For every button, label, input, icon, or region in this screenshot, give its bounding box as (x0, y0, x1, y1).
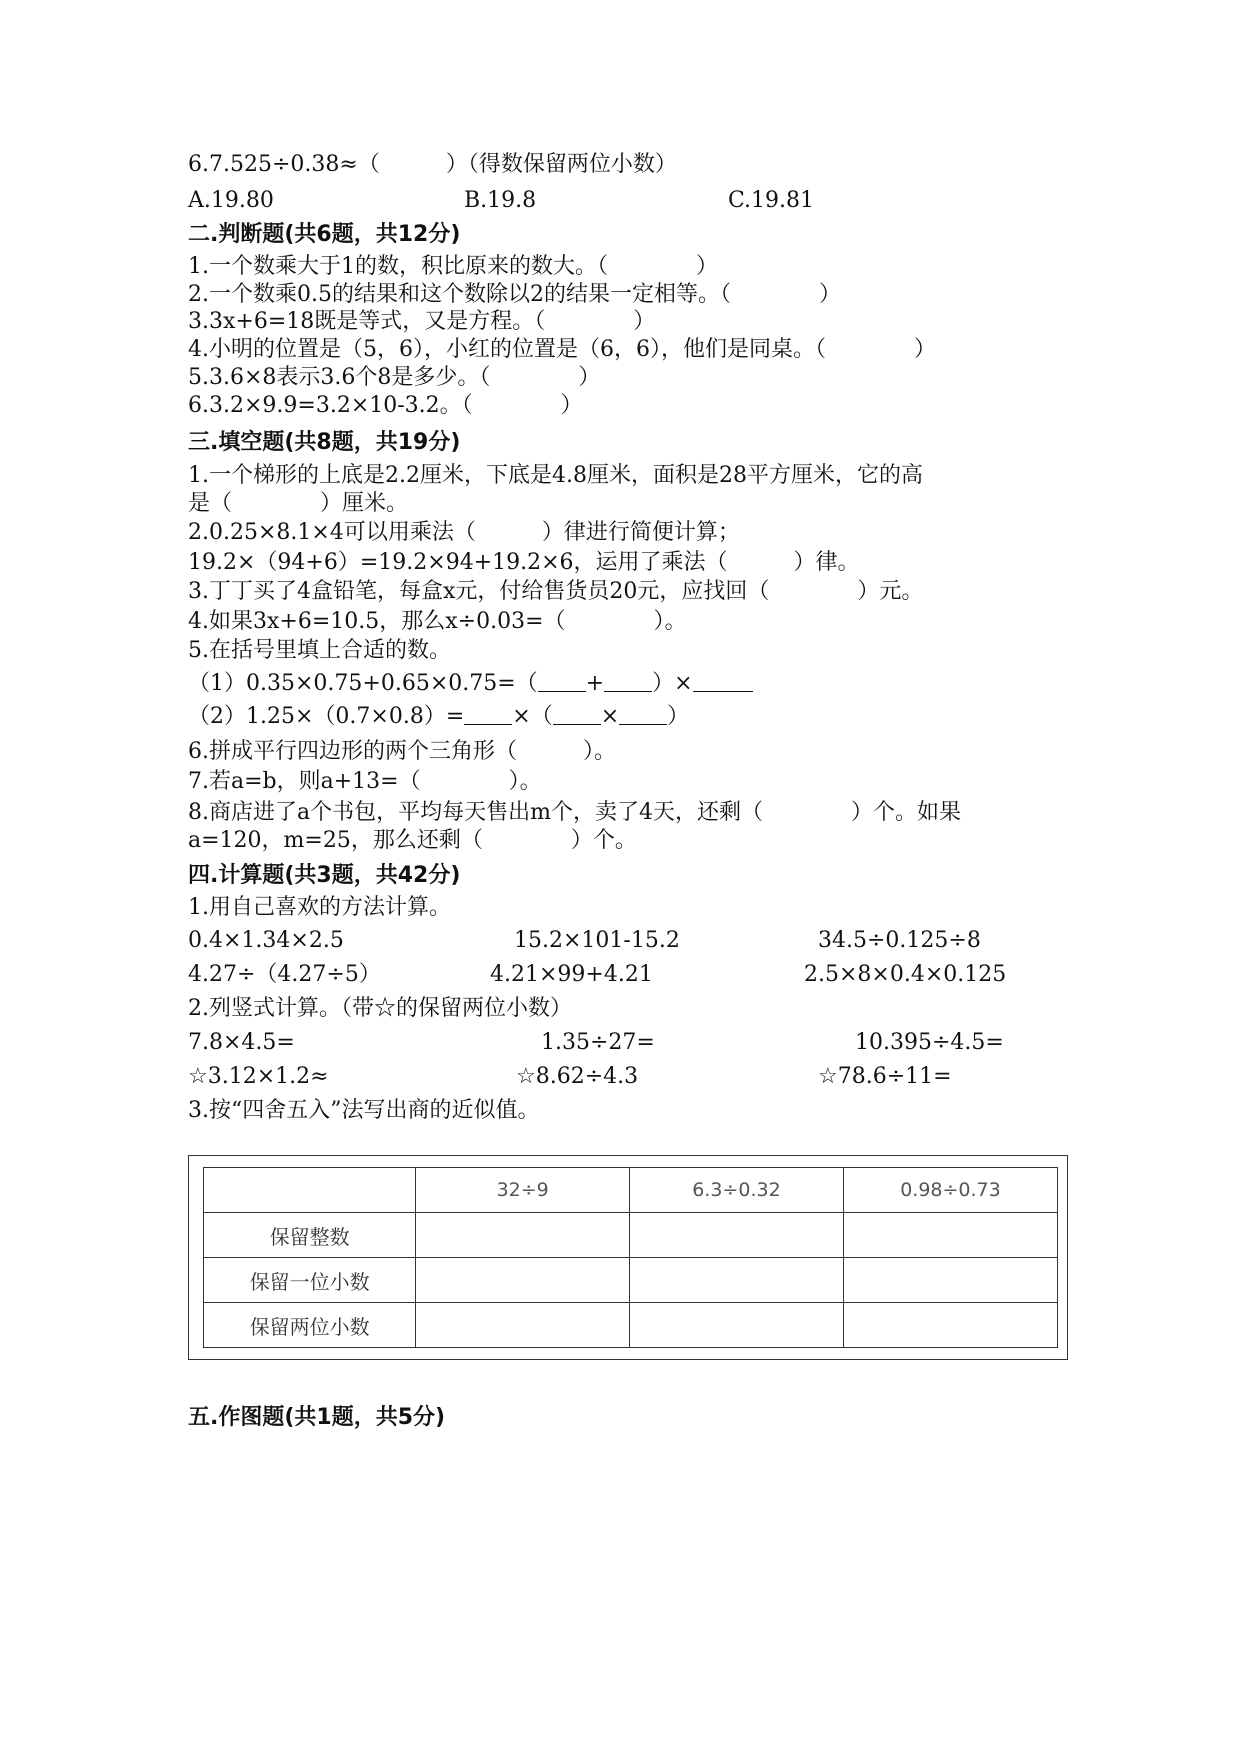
table-header-row (204, 1168, 1058, 1213)
calc-q2-expr: 1.35÷27= (541, 1030, 655, 1055)
calc-q1-expr: 34.5÷0.125÷8 (818, 928, 981, 953)
calc-q3-title: 3.按“四舍五入”法写出商的近似值。 (188, 1098, 540, 1123)
blank[interactable] (604, 669, 652, 692)
fill-item-5-2-text-b: ×（ (512, 704, 553, 729)
table-row-label: 保留两位小数 (204, 1303, 416, 1348)
answer-cell[interactable] (629, 1258, 843, 1303)
calc-q1-title: 1.用自己喜欢的方法计算。 (188, 895, 451, 920)
blank[interactable] (619, 702, 667, 725)
table-header-cell: 0.98÷0.73 (843, 1168, 1057, 1213)
answer-cell[interactable] (416, 1303, 630, 1348)
judge-item-2: 2.一个数乘0.5的结果和这个数除以2的结果一定相等。（ ） (188, 282, 841, 307)
blank[interactable] (464, 702, 512, 725)
fill-item-5: 5.在括号里填上合适的数。 (188, 638, 451, 663)
option-c: C.19.81 (728, 188, 815, 213)
fill-item-6: 6.拼成平行四边形的两个三角形（ ）。 (188, 739, 616, 764)
table-row (204, 1303, 1058, 1348)
fill-item-1-line1: 1.一个梯形的上底是2.2厘米，下底是4.8厘米，面积是28平方厘米，它的高 (188, 463, 923, 488)
fill-item-2-line2: 19.2×（94+6）=19.2×94+19.2×6，运用了乘法（ ）律。 (188, 550, 860, 575)
calc-q1-expr: 0.4×1.34×2.5 (188, 928, 344, 953)
fill-item-4: 4.如果3x+6=10.5，那么x÷0.03=（ ）。 (188, 609, 687, 634)
judge-item-5: 5.3.6×8表示3.6个8是多少。（ ） (188, 365, 601, 390)
fill-item-7: 7.若a=b，则a+13=（ ）。 (188, 769, 542, 794)
calc-q1-expr: 4.27÷（4.27÷5） (188, 962, 381, 987)
fill-item-5-2-text-c: × (600, 704, 620, 729)
calc-q2-title: 2.列竖式计算。（带☆的保留两位小数） (188, 996, 572, 1021)
answer-cell[interactable] (843, 1258, 1057, 1303)
fill-item-1-line2: 是（ ）厘米。 (188, 491, 409, 516)
fill-item-2-line1: 2.0.25×8.1×4可以用乘法（ ）律进行简便计算； (188, 520, 740, 545)
judge-item-3: 3.3x+6=18既是等式，又是方程。（ ） (188, 309, 656, 334)
blank[interactable] (693, 669, 753, 692)
judge-item-1: 1.一个数乘大于1的数，积比原来的数大。（ ） (188, 254, 718, 279)
answer-cell[interactable] (629, 1303, 843, 1348)
fill-item-5-1 (188, 669, 753, 699)
mc-question-6: 6.7.525÷0.38≈（ ）（得数保留两位小数） (188, 152, 677, 177)
answer-cell[interactable] (843, 1213, 1057, 1258)
fill-item-5-1-text-c: ）× (652, 671, 693, 696)
section-2-title: 二.判断题(共6题，共12分) (188, 222, 461, 247)
table-row-label: 保留整数 (204, 1213, 416, 1258)
judge-item-6: 6.3.2×9.9=3.2×10-3.2。（ ） (188, 393, 583, 418)
fill-item-5-1-text-b: + (585, 671, 605, 696)
table-corner-cell (204, 1168, 416, 1213)
calc-q1-expr: 4.21×99+4.21 (490, 962, 653, 987)
fill-item-5-1-text-a: （1）0.35×0.75+0.65×0.75=（ (188, 671, 538, 696)
option-b: B.19.8 (464, 188, 537, 213)
blank[interactable] (553, 702, 601, 725)
answer-cell[interactable] (416, 1258, 630, 1303)
calc-q2-expr: ☆8.62÷4.3 (516, 1064, 639, 1089)
section-5-title: 五.作图题(共1题，共5分) (188, 1405, 446, 1430)
fill-item-5-2-text-a: （2）1.25×（0.7×0.8）= (188, 704, 465, 729)
table-row (204, 1258, 1058, 1303)
rounding-table (203, 1167, 1058, 1348)
calc-q2-expr: 7.8×4.5= (188, 1030, 295, 1055)
calc-q1-expr: 2.5×8×0.4×0.125 (804, 962, 1007, 987)
fill-item-5-2-text-d: ） (667, 704, 690, 729)
table-header-cell: 32÷9 (416, 1168, 630, 1213)
fill-item-5-2 (188, 702, 689, 732)
table-row-label: 保留一位小数 (204, 1258, 416, 1303)
section-4-title: 四.计算题(共3题，共42分) (188, 863, 461, 888)
option-a: A.19.80 (188, 188, 274, 213)
table-header-cell: 6.3÷0.32 (629, 1168, 843, 1213)
answer-cell[interactable] (629, 1213, 843, 1258)
table-row (204, 1213, 1058, 1258)
judge-item-4: 4.小明的位置是（5，6），小红的位置是（6，6），他们是同桌。（ ） (188, 337, 936, 362)
section-3-title: 三.填空题(共8题，共19分) (188, 430, 461, 455)
answer-cell[interactable] (416, 1213, 630, 1258)
calc-q2-expr: ☆3.12×1.2≈ (188, 1064, 329, 1089)
fill-item-3: 3.丁丁买了4盒铅笔，每盒x元，付给售货员20元，应找回（ ）元。 (188, 579, 924, 604)
calc-q2-expr: ☆78.6÷11= (818, 1064, 952, 1089)
fill-item-8-line2: a=120，m=25，那么还剩（ ）个。 (188, 828, 637, 853)
calc-q1-expr: 15.2×101-15.2 (514, 928, 680, 953)
blank[interactable] (538, 669, 586, 692)
answer-cell[interactable] (843, 1303, 1057, 1348)
fill-item-8-line1: 8.商店进了a个书包，平均每天售出m个，卖了4天，还剩（ ）个。如果 (188, 800, 961, 825)
calc-q2-expr: 10.395÷4.5= (855, 1030, 1004, 1055)
